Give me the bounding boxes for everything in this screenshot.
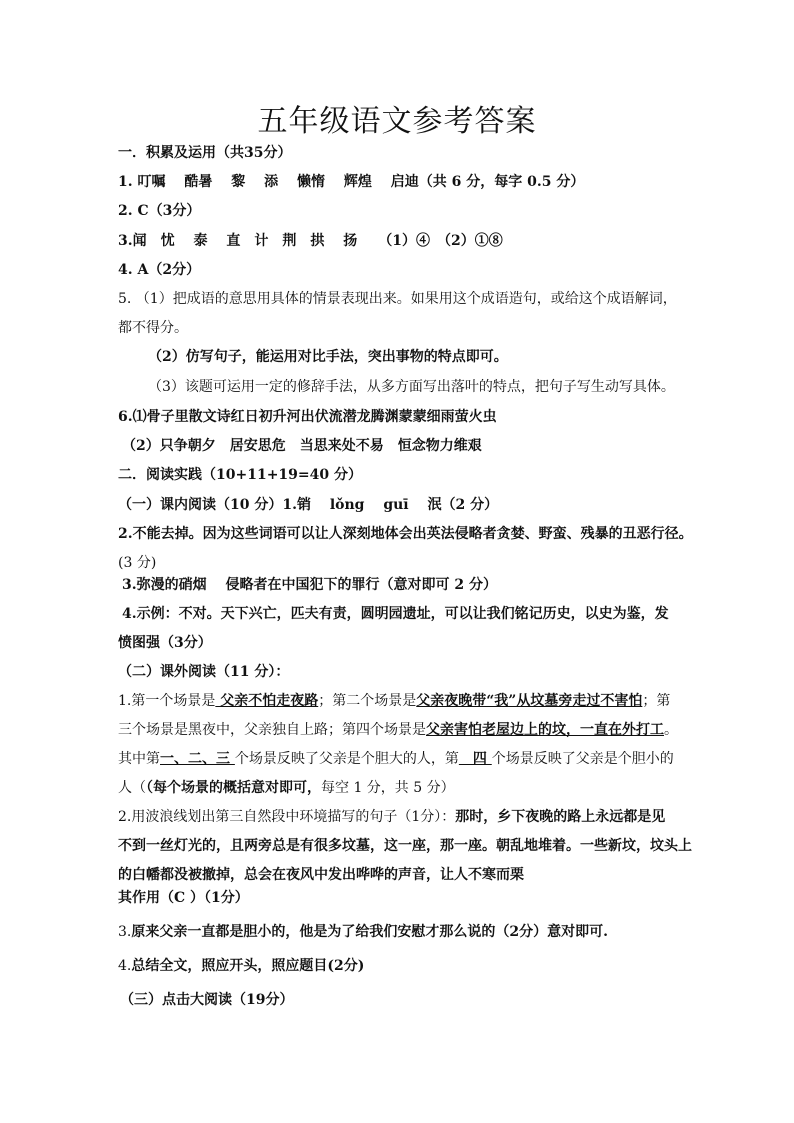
text: ；第二个场景是	[318, 693, 417, 709]
answer-underline: 一、二、三	[160, 751, 235, 767]
reading-2-q1-line1	[118, 691, 670, 711]
answer-q6-part1: 6.⑴骨子里散文诗红日初升河出伏流潜龙腾渊蒙蒙细雨萤火虫	[118, 409, 497, 425]
answer-q2: 2. C（3分）	[118, 203, 201, 219]
reading-2-q3	[118, 922, 608, 942]
answer-underline: 父亲夜晚带“我”从坟墓旁走过不害怕	[416, 693, 643, 709]
answer-q6-part2: （2）只争朝夕 居安思危 当思来处不易 恒念物力维艰	[122, 438, 482, 454]
text: 个场景反映了父亲是个胆小的	[491, 751, 674, 767]
text: 2.用波浪线划出第三自然段中环境描写的句子（1分）：	[118, 809, 456, 825]
answer-q5-part2: （2）仿写句子，能运用对比手法，突出事物的特点即可。	[148, 349, 508, 365]
reading-1-q2-score: (3 分)	[118, 555, 157, 571]
reading-2-q1-line3	[118, 749, 674, 769]
text: 其中第	[118, 751, 160, 767]
text: 人（	[118, 780, 146, 796]
text: 个场景反映了父亲是个胆大的人，第	[234, 751, 459, 767]
answer-underline: 四	[458, 751, 492, 767]
answer-q3: 3.闻 忧 泰 直 计 荆 拱 扬 （1）④ （2）①⑧	[118, 233, 503, 249]
reading-2-q2-line2: 不到一丝灯光的，且两旁总是有很多坟墓，这一座，那一座。朝乱地堆着。一些新坟，坟头上	[118, 838, 692, 854]
reading-1-q1: （一）课内阅读（10 分）1.销 lǒng guī 泯（2 分）	[118, 497, 499, 513]
page-title: 五年级语文参考答案	[257, 104, 537, 139]
text: 1.第一个场景是	[118, 693, 216, 709]
reading-2-q2-line1	[118, 807, 665, 827]
reading-2-q2-effect: 其作用（C ）（1分）	[118, 890, 249, 906]
reading-1-q2: 2.不能去掉。因为这些词语可以让人深刻地体会出英法侵略者贪婪、野蛮、残暴的丑恶行径。	[118, 526, 693, 542]
reading-2-q4	[118, 956, 364, 976]
text: 。	[664, 722, 678, 738]
reading-2-heading: （二）课外阅读（11 分）：	[118, 664, 290, 680]
text-bold: 原来父亲一直都是胆小的，他是为了给我们安慰才那么说的（2分）意对即可.	[131, 924, 608, 940]
text-bold: 那时，乡下夜晚的路上永远都是见	[455, 809, 666, 825]
answer-q4: 4. A（2分）	[118, 262, 201, 278]
reading-3-heading: （三）点击大阅读（19分）	[120, 992, 294, 1008]
reading-2-q1-line2	[118, 720, 678, 740]
answer-q1: 1. 叮嘱 酷暑 黎 添 懒惰 辉煌 启迪（共 6 分，每字 0.5 分）	[118, 174, 585, 190]
answer-underline: 父亲害怕老屋边上的坟，一直在外打工	[426, 722, 664, 738]
text: 3.	[118, 924, 132, 940]
section-heading-1: 一．积累及运用（共35分）	[118, 145, 292, 161]
text-bold: （每个场景的概括意对即可，	[146, 780, 321, 796]
reading-1-q4-cont: 愤图强（3分）	[118, 635, 212, 651]
text-bold: 总结全文，照应开头，照应题目(2分)	[131, 958, 365, 974]
section-heading-2: 二．阅读实践（10+11+19=40 分）	[118, 467, 362, 483]
answer-q5-part3: （3）该题可运用一定的修辞手法，从多方面写出落叶的特点，把句子写生动写具体。	[148, 379, 675, 395]
answer-underline: 父亲不怕走夜路	[215, 693, 319, 709]
text: 每空 1 分，共 5 分）	[321, 780, 455, 796]
reading-1-q3: 3.弥漫的硝烟 侵略者在中国犯下的罪行（意对即可 2 分）	[122, 577, 497, 593]
reading-2-q2-line3: 的白幡都没被撤掉，总会在夜风中发出哗哗的声音，让人不寒而栗	[118, 867, 524, 883]
text: 三个场景是黑夜中，父亲独自上路；第四个场景是	[118, 722, 426, 738]
text: ；第	[642, 693, 671, 709]
text: 4.	[118, 958, 132, 974]
reading-2-q1-line4	[118, 778, 455, 798]
reading-1-q4: 4.示例：不对。天下兴亡，匹夫有责，圆明园遗址，可以让我们铭记历史，以史为鉴，发	[122, 606, 669, 622]
answer-q5-part1-cont: 都不得分。	[118, 320, 188, 336]
answer-q5-part1: 5. （1）把成语的意思用具体的情景表现出来。如果用这个成语造句，或给这个成语解词，	[118, 291, 677, 307]
